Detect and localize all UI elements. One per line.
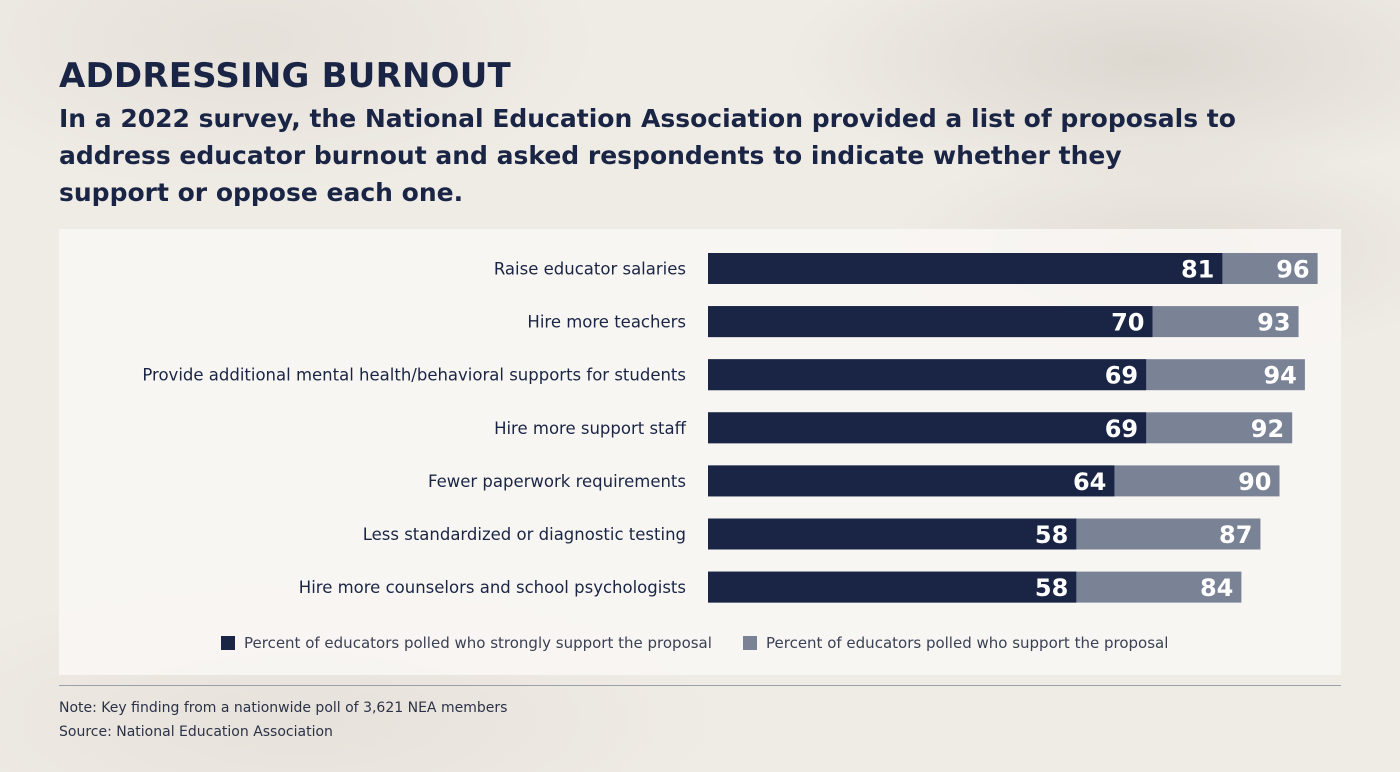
data-label-support: 87	[1219, 521, 1253, 549]
legend-swatch-support	[743, 636, 757, 650]
legend-swatch-strongly-support	[221, 636, 235, 650]
category-label: Hire more teachers	[527, 312, 686, 332]
legend-item-support	[743, 634, 1168, 652]
legend	[0, 634, 1400, 658]
data-label-strongly-support: 81	[1180, 255, 1215, 284]
legend-item-strongly-support	[221, 634, 712, 652]
bar-strongly-support	[708, 306, 1153, 337]
bar-strongly-support	[708, 519, 1076, 550]
category-label: Hire more support staff	[494, 418, 686, 438]
data-label-strongly-support: 69	[1104, 361, 1139, 390]
bar-strongly-support	[708, 359, 1146, 390]
data-label-support: 84	[1199, 574, 1234, 603]
category-label: Provide additional mental health/behavioral supports for students	[142, 365, 686, 385]
bar-strongly-support	[708, 253, 1222, 284]
data-label-strongly-support: 70	[1111, 308, 1145, 337]
data-label-support: 93	[1257, 308, 1291, 337]
category-label: Raise educator salaries	[493, 259, 686, 279]
data-label-strongly-support: 69	[1104, 414, 1139, 443]
category-label: Less standardized or diagnostic testing	[362, 525, 686, 544]
data-label-support: 92	[1250, 414, 1285, 443]
data-label-strongly-support: 64	[1072, 467, 1107, 496]
data-label-strongly-support: 58	[1034, 521, 1069, 549]
chart-subtitle: In a 2022 survey, the National Education Association provided a list of proposals to address educator burnout and asked respondents to indicate whether they support or oppose each one.	[59, 104, 1236, 207]
source-credit: Source: National Education Association	[59, 724, 333, 740]
data-label-support: 90	[1238, 467, 1272, 496]
bar-strongly-support	[708, 465, 1114, 496]
bar-strongly-support	[708, 572, 1076, 603]
data-label-strongly-support: 58	[1034, 574, 1069, 603]
data-label-support: 94	[1263, 361, 1297, 390]
legend-label-strongly-support: Percent of educators polled who strongly support the proposal	[244, 634, 712, 652]
category-label: Hire more counselors and school psychologists	[298, 578, 686, 598]
legend-label-support: Percent of educators polled who support the proposal	[766, 634, 1169, 652]
footnote: Note: Key finding from a nationwide poll of 3,621 NEA members	[59, 700, 508, 716]
bar-strongly-support	[708, 412, 1146, 443]
data-label-support: 96	[1276, 255, 1310, 284]
footer-divider	[59, 685, 1341, 686]
category-label: Fewer paperwork requirements	[428, 471, 686, 491]
chart-title: ADDRESSING BURNOUT	[59, 56, 511, 96]
